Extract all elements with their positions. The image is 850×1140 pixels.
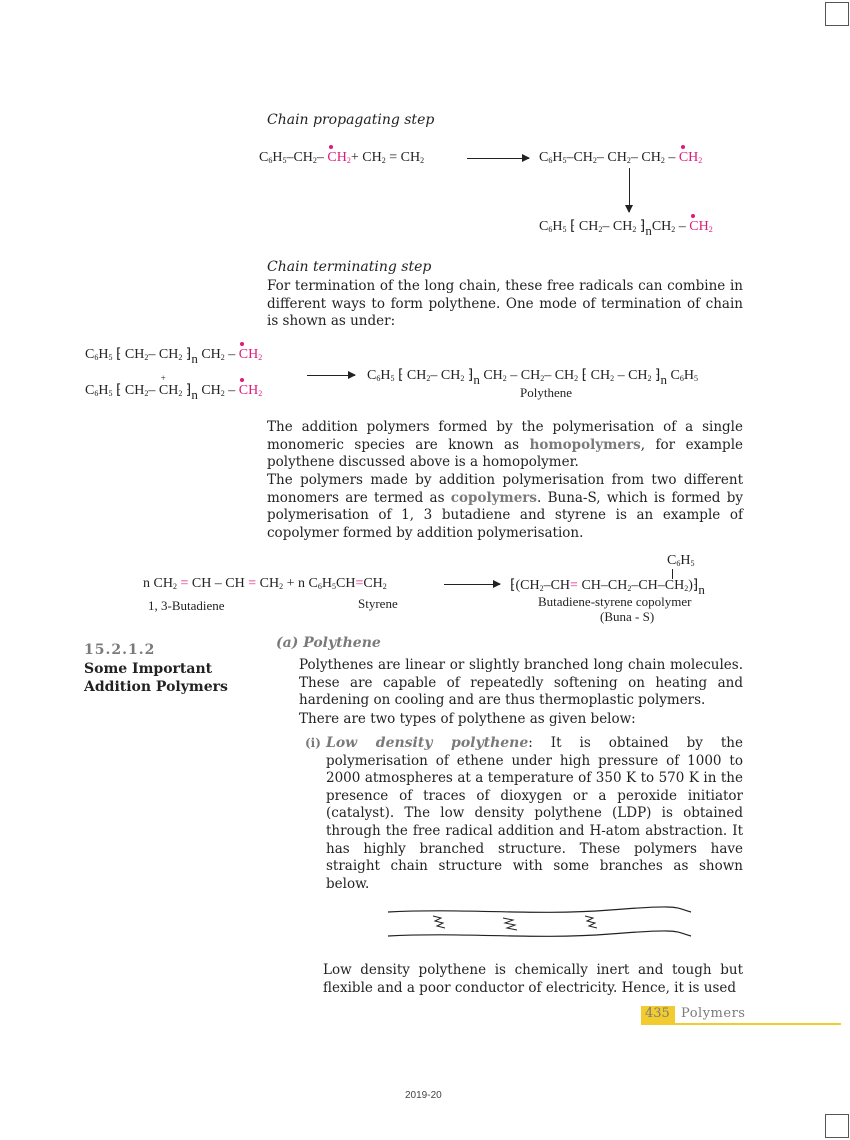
term-copolymers: copolymers (450, 489, 538, 506)
paragraph-polythene-intro: Polythenes are linear or slightly branched long chain molecules. These are capable of repeatedly softening on heating and hardening on cooling and are thus thermoplastic polymers. (299, 657, 743, 709)
propagation-chain-product: $C_6H_5$ ⁅ $CH_2-$ $CH_2$ ⁆nCH$_2$ – $CH_2$ (539, 219, 713, 238)
polythene-label: Polythene (520, 385, 572, 400)
termination-product: $C_6H_5$ ⁅ $CH_2-$ $CH_2$ ⁆n $CH_2 - CH_2-$ $CH_2$ ⁅ $CH_2 - CH_2$ ⁆n $C_6H_5$ (367, 368, 698, 387)
paragraph-ldp-properties: Low density polythene is chemically inert and tough but flexible and a poor conductor of electricity. Hence, it is used (323, 962, 743, 996)
chapter-name: Polymers (681, 1006, 746, 1021)
propagation-down-arrow (629, 168, 630, 212)
termination-reactant-1: $C_6H_5$ ⁅ $CH_2-$ $CH_2$ ⁆n $CH_2 - CH_2$ (85, 347, 263, 366)
paragraph-copolymers: The polymers made by addition polymerisation from two different monomers are termed as copolymers. Buna-S, which is formed by polymerisation of 1, 3 butadiene and styrene is an example of copolymer formed by addition polymerisation. (267, 472, 743, 541)
styrene-label: Styrene (358, 596, 398, 611)
footer-year: 2019-20 (405, 1090, 442, 1101)
ldp-branched-structure-figure (385, 904, 695, 942)
buna-arrow (444, 584, 500, 585)
heading-chain-propagating: Chain propagating step (267, 112, 435, 128)
footer-rule (641, 1023, 841, 1025)
copolymer-label: Butadiene-styrene copolymer (538, 594, 692, 609)
list-marker-i: (i) (305, 736, 321, 750)
heading-chain-terminating: Chain terminating step (267, 259, 432, 275)
corner-box-bottom-right (825, 1114, 849, 1138)
paragraph-termination: For termination of the long chain, these free radicals can combine in different ways to form polythene. One mode of termination of chain is shown as under: (267, 278, 743, 330)
termination-arrow (307, 375, 355, 376)
corner-box-top-right (825, 2, 849, 26)
propagation-product: $C_6H_5-CH_2-$ $CH_2-$ $CH_2 - CH_2$ (539, 150, 703, 165)
subsection-polythene: (a) Polythene (276, 635, 381, 651)
termination-reactant-2: $C_6H_5$ ⁅ $CH_2- + CH_2$ ⁆n $CH_2 - CH_2$ (85, 382, 262, 399)
buna-product: $⁅(CH_2-CH=$ $CH-CH_2-CH-CH_2)⁆n$ (510, 578, 705, 597)
section-title-line-1: Some Important (84, 661, 213, 677)
buna-label: (Buna - S) (600, 609, 655, 624)
section-title-line-2: Addition Polymers (84, 679, 228, 695)
buna-reactants: n $CH_2$ = CH – CH = $CH_2 + n$ $C_6H_5CH=CH_2$ (143, 576, 387, 591)
page-number: 435 (645, 1006, 670, 1021)
propagation-reactants: $C_6H_5-CH_2-$ $CH_2+ CH_2 = CH_2$ (259, 150, 425, 165)
paragraph-low-density-polythene: Low density polythene: It is obtained by the polymerisation of ethene under high pressure of 1000 to 2000 atmospheres at a temperature of 350 K to 570 K in the presence of traces of dioxygen or a peroxide initiator (catalyst). The low density polythene (LDP) is obtained through the free radical addition and H-atom abstraction. It has highly branched structure. These polymers have straight chain structure with some branches as shown below. (326, 735, 743, 892)
butadiene-label: 1, 3-Butadiene (148, 598, 225, 613)
section-number: 15.2.1.2 (84, 642, 156, 658)
propagation-arrow (467, 158, 529, 159)
term-homopolymers: homopolymers (529, 436, 641, 453)
term-low-density-polythene: Low density polythene (326, 735, 529, 751)
paragraph-two-types: There are two types of polythene as given below: (299, 711, 636, 727)
paragraph-homopolymers: The addition polymers formed by the polymerisation of a single monomeric species are known as homopolymers, for example polythene discussed above is a homopolymer. (267, 419, 744, 471)
buna-phenyl-group: $C_6H_5$ (667, 553, 695, 568)
